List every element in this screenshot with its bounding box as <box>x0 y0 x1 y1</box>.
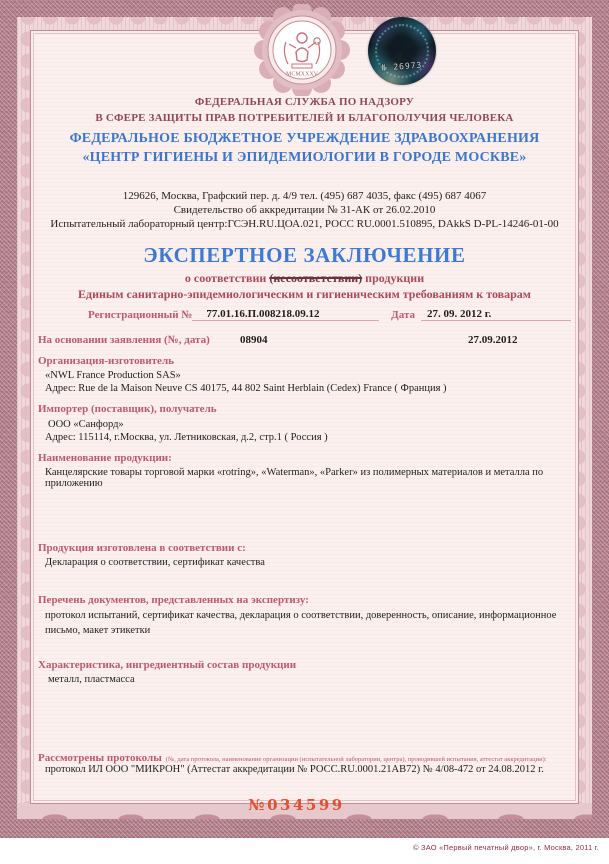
basis-number-value: 08904 <box>240 334 268 346</box>
hologram-sticker-icon <box>368 17 436 85</box>
org-address: 129626, Москва, Графский пер. д. 4/9 тел. (495) 687 4035, факс (495) 687 4067 <box>122 190 487 202</box>
importer-address: Адрес: 115114, г.Москва, ул. Летниковская, д.2, стр.1 ( Россия ) <box>45 432 328 443</box>
date-label: Дата <box>391 309 415 321</box>
composition-value: металл, пластмасса <box>48 674 135 685</box>
rosette-year-label: MCMXXXV <box>285 71 319 78</box>
document-subtitle2: Единым санитарно-эпидемиологическим и гигиеническим требованиям к товарам <box>78 287 531 301</box>
basis-row <box>38 334 609 348</box>
document-title: ЭКСПЕРТНОЕ ЗАКЛЮЧЕНИЕ <box>143 243 466 267</box>
importer-name: ООО «Санфорд» <box>48 419 124 430</box>
manufacturer-name: «NWL France Production SAS» <box>45 370 181 381</box>
header-agency-line2: В СФЕРЕ ЗАЩИТЫ ПРАВ ПОТРЕБИТЕЛЕЙ И БЛАГОПОЛУЧИЯ ЧЕЛОВЕКА <box>95 112 514 124</box>
registration-row <box>38 308 571 321</box>
registration-number-label: Регистрационный № <box>88 309 193 321</box>
protocols-value: протокол ИЛ ООО "МИКРОН" (Аттестат аккредитации № РОСС.RU.0001.21АВ72) № 4/08-472 от 24.08.2012 г. <box>45 764 544 775</box>
org-accreditation: Свидетельство об аккредитации № 31-АК от 26.02.2010 <box>173 204 436 216</box>
header-agency-line1: ФЕДЕРАЛЬНАЯ СЛУЖБА ПО НАДЗОРУ <box>194 96 415 108</box>
made-in-accordance-label: Продукция изготовлена в соответствии с: <box>38 542 246 554</box>
documents-label: Перечень документов, представленных на экспертизу: <box>38 594 309 606</box>
documents-value: протокол испытаний, сертификат качества, декларация о соответствии, доверенность, описание, информационное письмо, макет этикетки <box>45 610 557 636</box>
rosette-emblem-icon <box>252 4 352 96</box>
certificate-serial-number: №034599 <box>248 796 345 814</box>
hologram-serial: № 26973 <box>381 60 423 73</box>
printer-copyright: © ЗАО «Первый печатный двор», г. Москва, 2011 г. <box>412 843 599 852</box>
document-subtitle <box>38 271 571 286</box>
basis-label: На основании заявления (№, дата) <box>38 334 210 346</box>
product-value: Канцелярские товары торговой марки «rotring», «Waterman», «Parker» из полимерных материалов и металла по приложению <box>45 467 544 489</box>
basis-date-value: 27.09.2012 <box>468 334 518 346</box>
protocols-label: Рассмотрены протоколы <box>38 752 162 764</box>
manufacturer-label: Организация-изготовитель <box>38 355 174 367</box>
subtitle-suffix: продукции <box>362 271 425 285</box>
manufacturer-address: Адрес: Rue de la Maison Neuve CS 40175, 44 802 Saint Herblain (Cedex) France ( Франция ) <box>45 383 447 394</box>
header-org-line1: ФЕДЕРАЛЬНОЕ БЮДЖЕТНОЕ УЧРЕЖДЕНИЕ ЗДРАВООХРАНЕНИЯ <box>69 131 540 146</box>
date-value: 27. 09. 2012 г. <box>421 308 571 321</box>
header-org-line2: «ЦЕНТР ГИГИЕНЫ И ЭПИДЕМИОЛОГИИ В ГОРОДЕ МОСКВЕ» <box>82 150 527 165</box>
registration-number-value: 77.01.16.П.008218.09.12 <box>192 308 379 321</box>
made-in-accordance-value: Декларация о соответствии, сертификат качества <box>45 557 265 568</box>
protocols-note: (№, дата протокола, наименование организации (испытательной лаборатории, центра), проводившей испытания, аттестат аккредитации): <box>165 756 547 763</box>
product-label: Наименование продукции: <box>38 452 172 464</box>
org-lab-center: Испытательный лабораторный центр:ГСЭН.RU.ЦОА.021, РОСС RU.0001.510895, DAkkS D-PL-14246-01-00 <box>50 218 559 230</box>
composition-label: Характеристика, ингредиентный состав продукции <box>38 659 297 671</box>
importer-label: Импортер (поставщик), получатель <box>38 403 217 415</box>
subtitle-prefix: о соответствии <box>184 271 270 285</box>
subtitle-struck-word: (несоответствии) <box>269 271 363 285</box>
